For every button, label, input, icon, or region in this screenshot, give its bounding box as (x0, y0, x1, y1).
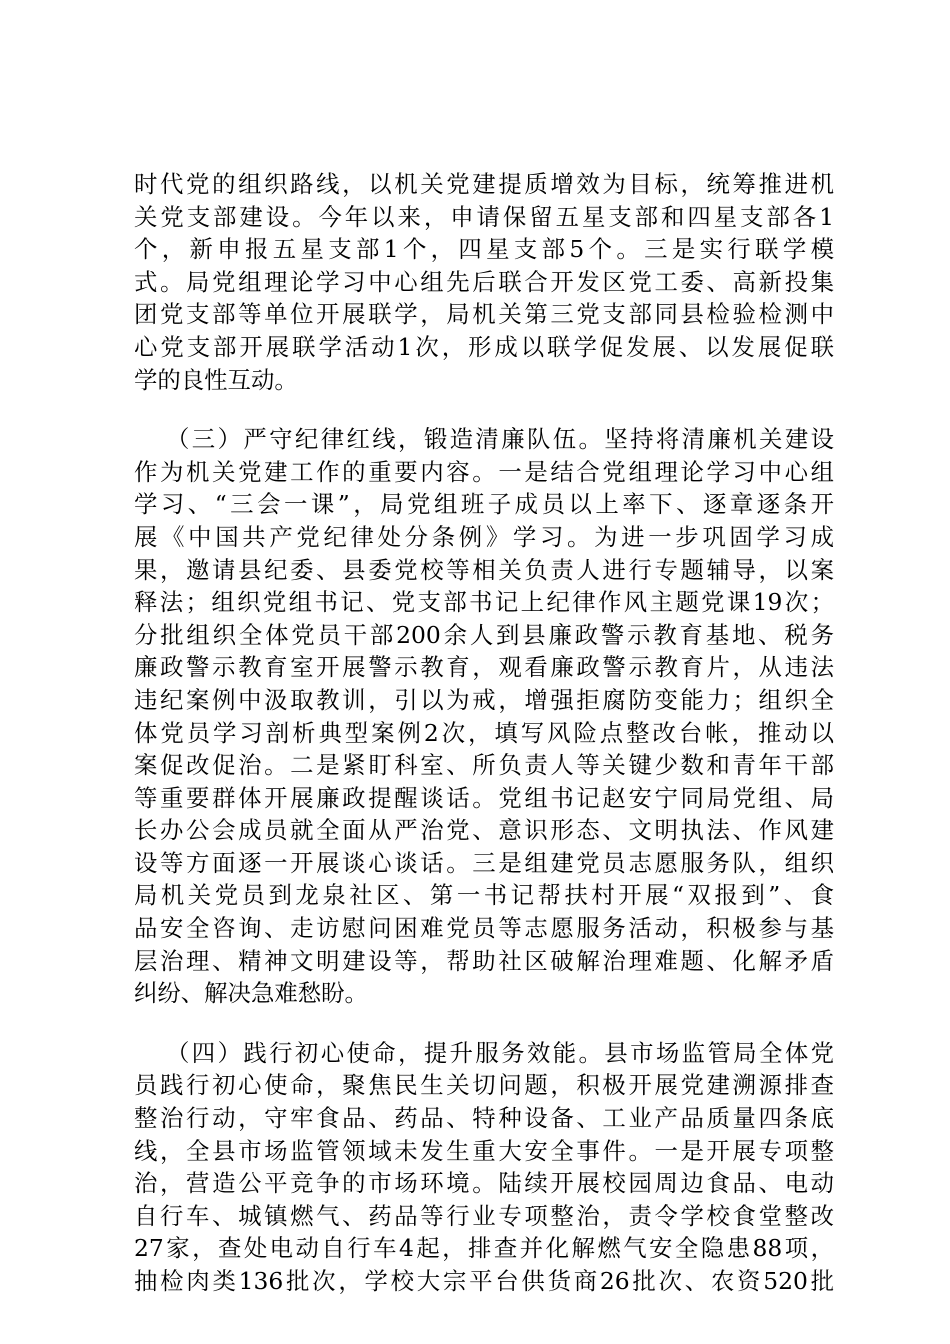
text-line: 违纪案例中汲取教训，引以为戒，增强拒腐防变能力；组织全 (134, 685, 834, 714)
text-line: 果，邀请县纪委、县委党校等相关负责人进行专题辅导，以案 (134, 555, 834, 584)
text-line: 关党支部建设。今年以来，申请保留五星支部和四星支部各1 (134, 202, 834, 231)
text-line: 作为机关党建工作的重要内容。一是结合党组理论学习中心组 (134, 457, 834, 486)
text-line: 整治行动，守牢食品、药品、特种设备、工业产品质量四条底 (134, 1104, 834, 1133)
paragraph-spacer (134, 1010, 834, 1037)
text-line: 学的良性互动。 (134, 365, 298, 394)
text-line: 长办公会成员就全面从严治党、意识形态、文明执法、作风建 (134, 816, 834, 845)
text-line: （三）严守纪律红线，锻造清廉队伍。坚持将清廉机关建设 (166, 425, 834, 454)
text-line: 自行车、城镇燃气、药品等行业专项整治，责令学校食堂整改 (134, 1201, 834, 1230)
text-line: 时代党的组织路线，以机关党建提质增效为目标，统筹推进机 (134, 170, 834, 198)
text-line: 心党支部开展联学活动1次，形成以联学促发展、以发展促联 (134, 332, 834, 361)
text-line: 团党支部等单位开展联学，局机关第三党支部同县检验检测中 (134, 300, 834, 329)
text-line: 抽检肉类136批次，学校大宗平台供货商26批次、农资520批 (134, 1267, 834, 1295)
paragraph-1 (134, 168, 834, 396)
text-line: 纠纷、解决急难愁盼。 (134, 979, 368, 1008)
text-line: 品安全咨询、走访慰问困难党员等志愿服务活动，积极参与基 (134, 914, 834, 943)
text-line: 分批组织全体党员干部200余人到县廉政警示教育基地、税务 (134, 620, 834, 649)
text-line: 27家，查处电动自行车4起，排查并化解燃气安全隐患88项， (134, 1234, 834, 1263)
text-line: 案促改促治。二是紧盯科室、所负责人等关键少数和青年干部 (134, 751, 834, 780)
paragraph-3 (134, 1037, 834, 1298)
text-line: 廉政警示教育室开展警示教育，观看廉政警示教育片，从违法 (134, 653, 834, 682)
text-line: 局机关党员到龙泉社区、第一书记帮扶村开展“双报到”、食 (134, 881, 834, 910)
text-line: 式。局党组理论学习中心组先后联合开发区党工委、高新投集 (134, 267, 834, 296)
text-line: 释法；组织党组书记、党支部书记上纪律作风主题党课19次； (134, 588, 834, 617)
text-line: （四）践行初心使命，提升服务效能。县市场监管局全体党 (166, 1038, 834, 1067)
text-line: 个，新申报五星支部1个，四星支部5个。三是实行联学模 (134, 235, 834, 264)
text-line: 层治理、精神文明建设等，帮助社区破解治理难题、化解矛盾 (134, 946, 834, 975)
paragraph-spacer (134, 396, 834, 423)
text-line: 体党员学习剖析典型案例2次，填写风险点整改台帐，推动以 (134, 718, 834, 747)
text-line: 展《中国共产党纪律处分条例》学习。为进一步巩固学习成 (134, 522, 834, 551)
text-line: 学习、“三会一课”，局党组班子成员以上率下、逐章逐条开 (134, 490, 834, 519)
document-body (134, 168, 834, 1298)
paragraph-2 (134, 423, 834, 1010)
text-line: 员践行初心使命，聚焦民生关切问题，积极开展党建溯源排查 (134, 1071, 834, 1100)
text-line: 设等方面逐一开展谈心谈话。三是组建党员志愿服务队，组织 (134, 848, 834, 877)
text-line: 线，全县市场监管领域未发生重大安全事件。一是开展专项整 (134, 1136, 834, 1165)
text-line: 等重要群体开展廉政提醒谈话。党组书记赵安宁同局党组、局 (134, 783, 834, 812)
text-line: 治，营造公平竞争的市场环境。陆续开展校园周边食品、电动 (134, 1169, 834, 1198)
